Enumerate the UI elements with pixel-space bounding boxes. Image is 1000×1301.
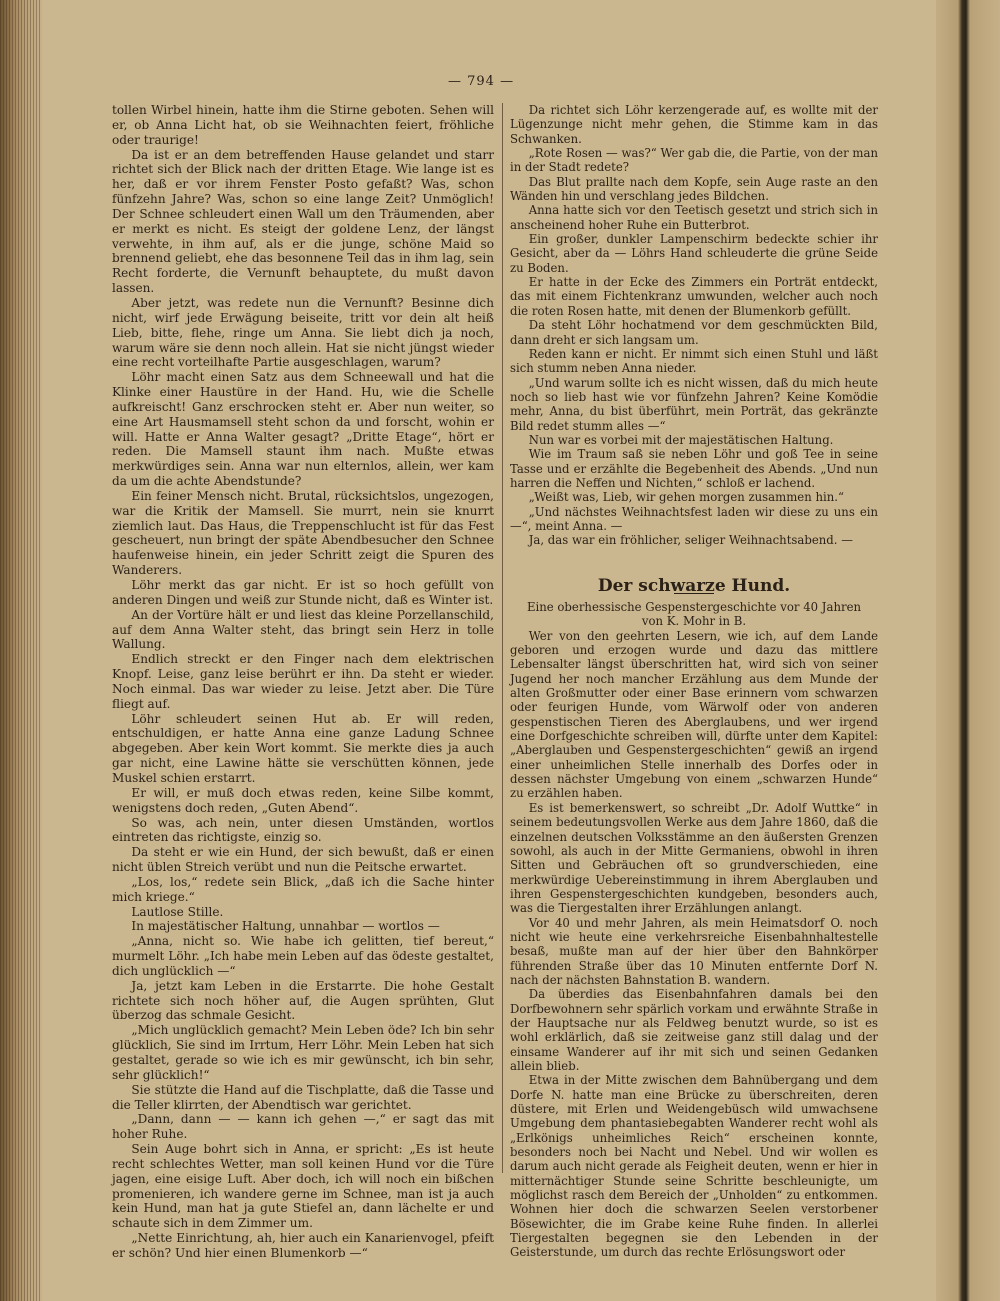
paragraph: Aber jetzt, was redete nun die Vernunft? Besinne dich nicht, wirf jede Erwägung beiseite, tritt vor dein alt heiß Lieb, bitte, flehe, ringe um Anna. Sie liebt dich ja noch, warum wäre sie denn noch allein. Hat sie nicht jüngst wieder eine recht vorteilhafte Partie ausgeschlagen, warum? (112, 295, 494, 370)
paragraph: „Anna, nicht so. Wie habe ich gelitten, tief bereut,“ murmelt Löhr. „Ich habe mein Leben auf das ödeste gestaltet, dich unglücklich —“ (112, 934, 494, 978)
paragraph: Er hatte in der Ecke des Zimmers ein Porträt entdeckt, das mit einem Fichtenkranz umwunden, welcher auch noch die roten Rosen hatte, mit denen der Blumenkorb gefüllt. (510, 275, 878, 318)
paragraph: Er will, er muß doch etwas reden, keine Silbe kommt, wenigstens doch reden, „Guten Abend“. (112, 785, 494, 815)
paragraph: Endlich streckt er den Finger nach dem elektrischen Knopf. Leise, ganz leise berührt er ihn. Da steht er wieder. Noch einmal. Das war wieder zu leise. Jetzt aber. Die Türe fliegt auf. (112, 652, 494, 711)
paragraph: Da steht er wie ein Hund, der sich bewußt, daß er einen nicht üblen Streich verübt und nun die Peitsche erwartet. (112, 845, 494, 875)
page-number: — 794 — (448, 74, 515, 89)
paragraph: Löhr merkt das gar nicht. Er ist so hoch gefüllt von anderen Dingen und weiß zur Stunde nicht, daß es Winter ist. (112, 578, 494, 607)
paragraph: Nun war es vorbei mit der majestätischen Haltung. (528, 432, 834, 447)
paragraph: „Los, los,“ redete sein Blick, „daß ich die Sache hinter mich kriege.“ (112, 874, 494, 904)
paragraph: Etwa in der Mitte zwischen dem Bahnübergang und dem Dorfe N. hatte man eine Brücke zu überschreiten, deren düstere, mit Erlen und Weidengebüsch wild umwachsene Umgebung dem phantasiebegabten Wanderer recht wohl als „Erlkönigs unheimliches Reich“ erscheinen konnte, besonders noch bei Nacht und Nebel. Und wir wollen es darum auch nicht gerade als Feigheit deuten, wenn er hier in mitternächtiger Stunde seine Schritte beschleunigte, um möglichst rasch dem Bereich der „Unholden“ zu entkommen. Wohnen hier doch die schwarzen Seelen verstorbener Bösewichter, die im Grabe keine Ruhe finden. In allerlei Tiergestalten begegnen sie den Lebenden in der Geisterstunde, um durch das rechte Erlösungswort oder (510, 1073, 878, 1260)
paragraph: Ja, jetzt kam Leben in die Erstarrte. Die hohe Gestalt richtete sich noch höher auf, die Augen sprühten, Glut überzog das schmale Gesicht. (112, 978, 494, 1023)
left-column (112, 103, 494, 1261)
book-binding-gutter (0, 0, 42, 1301)
paragraph: Sein Auge bohrt sich in Anna, er spricht: „Es ist heute recht schlechtes Wetter, man soll keinen Hund vor die Türe jagen, eine eisige Luft. Aber doch, ich will noch ein bißchen promenieren, ich wandere gerne im Schnee, man ist ja auch kein Hund, man hat ja gute Stiefel an, dann lächelte er und schaute sich in dem Zimmer um. (112, 1142, 494, 1231)
paragraph: Wer von den geehrten Lesern, wie ich, auf dem Lande geboren und erzogen wurde und dazu das mittlere Lebensalter längst überschritten hat, wird sich von seiner Jugend her noch mancher Erzählung aus dem Munde der alten Großmutter oder einer Base erinnern vom schwarzen oder feurigen Hunde, vom Wärwolf oder von anderen gespenstischen Tieren des Aberglaubens, und wer irgend eine Dorfgeschichte schreiben will, dürfte unter dem Kapitel: „Aberglauben und Gespenstergeschichten“ gewiß an irgend einer unheimlichen Stelle innerhalb des Dorfes oder in dessen nächster Umgebung von einem „schwarzen Hunde“ zu erzählen haben. (510, 628, 878, 801)
paragraph: tollen Wirbel hinein, hatte ihm die Stirne geboten. Sehen will er, ob Anna Licht hat, ob sie Weihnachten feiert, fröhliche oder traurige! (112, 103, 494, 147)
column-divider (502, 103, 503, 1173)
paragraph: Da überdies das Eisenbahnfahren damals bei den Dorfbewohnern sehr spärlich vorkam und erwähnte Straße in der Hauptsache nur als Feldweg benutzt wurde, so ist es wohl erklärlich, daß sie zeitweise ganz still dalag und der einsame Wanderer auf ihr mit sich und seinen Gedanken allein blieb. (510, 987, 878, 1073)
paragraph: Da richtet sich Löhr kerzengerade auf, es wollte mit der Lügenzunge nicht mehr gehen, die Stimme kam in das Schwanken. (510, 103, 878, 146)
paragraph: Anna hatte sich vor den Teetisch gesetzt und strich sich in anscheinend hoher Ruhe ein Butterbrot. (510, 203, 878, 232)
paragraph: „Dann, dann — — kann ich gehen —,“ er sagt das mit hoher Ruhe. (112, 1112, 494, 1142)
paragraph: Wie im Traum saß sie neben Löhr und goß Tee in seine Tasse und er erzählte die Begebenheit des Abends. „Und nun harren die Neffen und Nichten,“ schloß er lachend. (510, 447, 878, 490)
paragraph: Da ist er an dem betreffenden Hause gelandet und starr richtet sich der Blick nach der dritten Etage. Wie lange ist es her, daß er vor ihrem Fenster Posto gefaßt? Was, schon fünfzehn Jahre? Was, schon so eine lange Zeit? Unmöglich! Der Schnee schleudert einen Wall um den Träumenden, aber er merkt es nicht. Es steigt der goldene Lenz, der längst verwehte, in ihm auf, als er die junge, schöne Maid so brennend geliebt, ehe das besonnene Teil das in ihm lag, sein Recht forderte, die Vernunft behauptete, du mußt davon lassen. (112, 147, 494, 296)
paragraph: Lautlose Stille. (131, 904, 224, 919)
paragraph: „Und nächstes Weihnachtsfest laden wir diese zu uns ein —“, meint Anna. — (510, 504, 878, 533)
right-column (510, 103, 878, 1260)
paragraph: Löhr macht einen Satz aus dem Schneewall und hat die Klinke einer Haustüre in der Hand. Hu, wie die Schelle aufkreischt! Ganz erschrocken steht er. Aber nun weiter, so eine Art Hausmamsell steht schon da und forscht, wohin er will. Hatte er Anna Walter gesagt? „Dritte Etage“, hört er reden. Die Mamsell staunt ihm nach. Mußte etwas merkwürdiges sein. Anna war nun elternlos, allein, wer kam da um die achte Abendstunde? (112, 370, 494, 489)
paragraph: „Weißt was, Lieb, wir gehen morgen zusammen hin.“ (528, 490, 844, 505)
author-line: von K. Mohr in B. (641, 614, 747, 629)
paragraph: Ja, das war ein fröhlicher, seliger Weihnachtsabend. — (528, 533, 853, 548)
paragraph: Ein feiner Mensch nicht. Brutal, rücksichtslos, ungezogen, war die Kritik der Mamsell. Sie murrt, nein sie knurrt ziemlich laut. Das Haus, die Treppenschlucht ist für das Fest gescheuert, nun bringt der späte Abendbesucher den Schnee haufenweise hinein, ein jeder Schritt zeigt die Spuren des Wanderers. (112, 488, 494, 578)
paragraph: In majestätischer Haltung, unnahbar — wortlos — (131, 919, 440, 934)
article-subtitle (510, 600, 878, 629)
paragraph: „Nette Einrichtung, ah, hier auch ein Kanarienvogel, pfeift er schön? Und hier einen Blumenkorb —“ (112, 1231, 494, 1260)
paragraph: Ein großer, dunkler Lampenschirm bedeckte schier ihr Gesicht, aber da — Löhrs Hand schleuderte die grüne Seide zu Boden. (510, 232, 878, 275)
paragraph: Löhr schleudert seinen Hut ab. Er will reden, entschuldigen, er hatte Anna eine ganze Ladung Schnee abgegeben. Aber kein Wort kommt. Sie merkte dies ja auch gar nicht, eine Lawine hätte sie verschütten können, jede Muskel schien erstarrt. (112, 711, 494, 785)
paragraph: So was, ach nein, unter diesen Umständen, wortlos eintreten das richtigste, einzig so. (112, 815, 494, 845)
paragraph: Vor 40 und mehr Jahren, als mein Heimatsdorf O. noch nicht wie heute eine verkehrsreiche Eisenbahnhaltestelle besaß, mußte man auf der hier über den Bahnkörper führenden Straße über das 10 Minuten entfernte Dorf N. nach der nächsten Bahnstation B. wandern. (510, 915, 878, 987)
paragraph: Da steht Löhr hochatmend vor dem geschmückten Bild, dann dreht er sich langsam um. (510, 318, 878, 347)
next-page-edge (936, 0, 1000, 1301)
paragraph: An der Vortüre hält er und liest das kleine Porzellanschild, auf dem Anna Walter steht, das bringt sein Herz in tolle Wallung. (112, 607, 494, 652)
paragraph: „Und warum sollte ich es nicht wissen, daß du mich heute noch so lieb hast wie vor fünfzehn Jahren? Keine Komödie mehr, Anna, du bist überführt, mein Porträt, das gekränzte Bild redet stumm alles —“ (510, 375, 878, 433)
paragraph: Sie stützte die Hand auf die Tischplatte, daß die Tasse und die Teller klirrten, der Abendtisch war gerichtet. (112, 1082, 494, 1112)
article-title: Der schwarze Hund. (510, 574, 878, 594)
paragraph: „Mich unglücklich gemacht? Mein Leben öde? Ich bin sehr glücklich, Sie sind im Irrtum, Herr Löhr. Mein Leben hat sich gestaltet, gerade so wie ich es mir gewünscht, ich bin sehr, sehr glücklich!“ (112, 1023, 494, 1082)
paragraph: „Rote Rosen — was?“ Wer gab die, die Partie, von der man in der Stadt redete? (510, 146, 878, 175)
subtitle-line: Eine oberhessische Gespenstergeschichte vor 40 Jahren (526, 600, 862, 614)
paragraph: Es ist bemerkenswert, so schreibt „Dr. Adolf Wuttke“ in seinem bedeutungsvollen Werke aus dem Jahre 1860, daß die einzelnen deutschen Volksstämme an den äußersten Grenzen sowohl, als auch in der Mitte Germaniens, obwohl in ihren Sitten und Gebräuchen oft so grundverschieden, eine merkwürdige Uebereinstimmung in ihrem Aberglauben und ihren Gespenstergeschichten kundgeben, besonders auch, was die Tiergestalten ihrer Erzählungen anlangt. (510, 800, 878, 916)
paragraph: Das Blut prallte nach dem Kopfe, sein Auge raste an den Wänden hin und verschlang jedes Bildchen. (510, 174, 878, 204)
paragraph: Reden kann er nicht. Er nimmt sich einen Stuhl und läßt sich stumm neben Anna nieder. (510, 346, 878, 376)
